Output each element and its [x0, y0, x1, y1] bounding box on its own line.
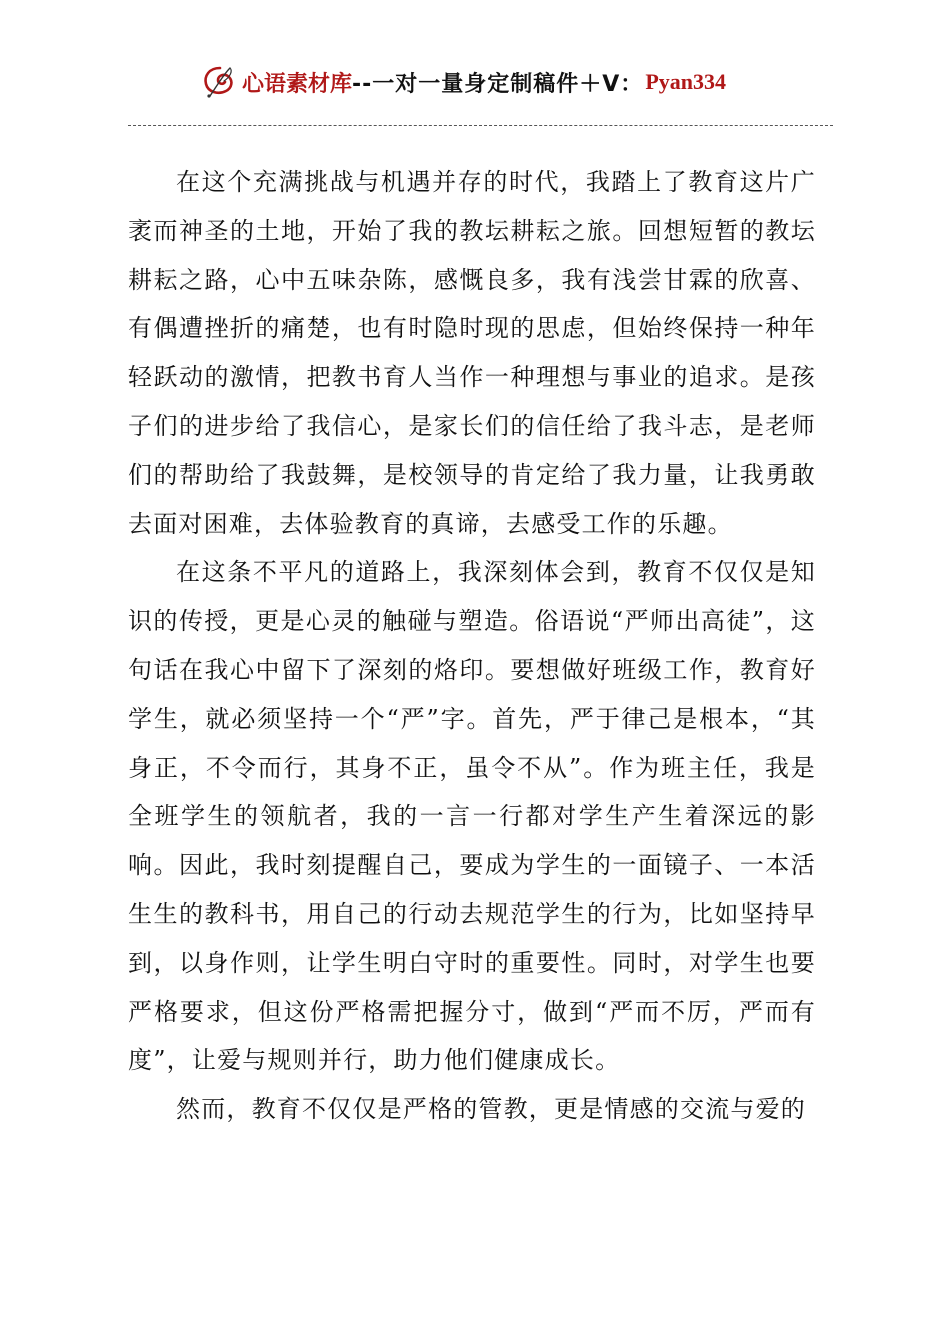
quill-swirl-logo-icon — [200, 62, 240, 102]
header-slogan: --一对一量身定制稿件＋V： — [352, 71, 644, 97]
paragraph-3: 然而，教育不仅仅是严格的管教，更是情感的交流与爱的 — [176, 1095, 806, 1124]
brand-name: 心语素材库 — [242, 70, 353, 97]
page-header — [200, 62, 726, 102]
contact-id: Pyan334 — [645, 69, 726, 94]
paragraph-1: 在这个充满挑战与机遇并存的时代，我踏上了教育这片广袤而神圣的土地，开始了我的教坛耕耘之旅。回想短暂的教坛耕耘之路，心中五味杂陈，感慨良多，我有浅尝甘霖的欣喜、有偶遭挫折的痛楚，也有时隐时现的思虑，但始终保持一种年轻跃动的激情，把教书育人当作一种理想与事业的追求。是孩子们的进步给了我信心，是家长们的信任给了我斗志，是老师们的帮助给了我鼓舞，是校领导的肯定给了我力量，让我勇敢去面对困难，去体验教育的真谛，去感受工作的乐趣。 — [128, 168, 816, 538]
document-body — [128, 158, 816, 1134]
header-divider — [128, 125, 833, 126]
paragraph-2: 在这条不平凡的道路上，我深刻体会到，教育不仅仅是知识的传授，更是心灵的触碰与塑造。俗语说“严师出高徒”，这句话在我心中留下了深刻的烙印。要想做好班级工作，教育好学生，就必须坚持一个“严”字。首先，严于律己是根本，“其身正，不令而行，其身不正，虽令不从”。作为班主任，我是全班学生的领航者，我的一言一行都对学生产生着深远的影响。因此，我时刻提醒自己，要成为学生的一面镜子、一本活生生的教科书，用自己的行动去规范学生的行为，比如坚持早到，以身作则，让学生明白守时的重要性。同时，对学生也要严格要求，但这份严格需把握分寸，做到“严而不厉，严而有度”，让爱与规则并行，助力他们健康成长。 — [128, 558, 816, 1075]
